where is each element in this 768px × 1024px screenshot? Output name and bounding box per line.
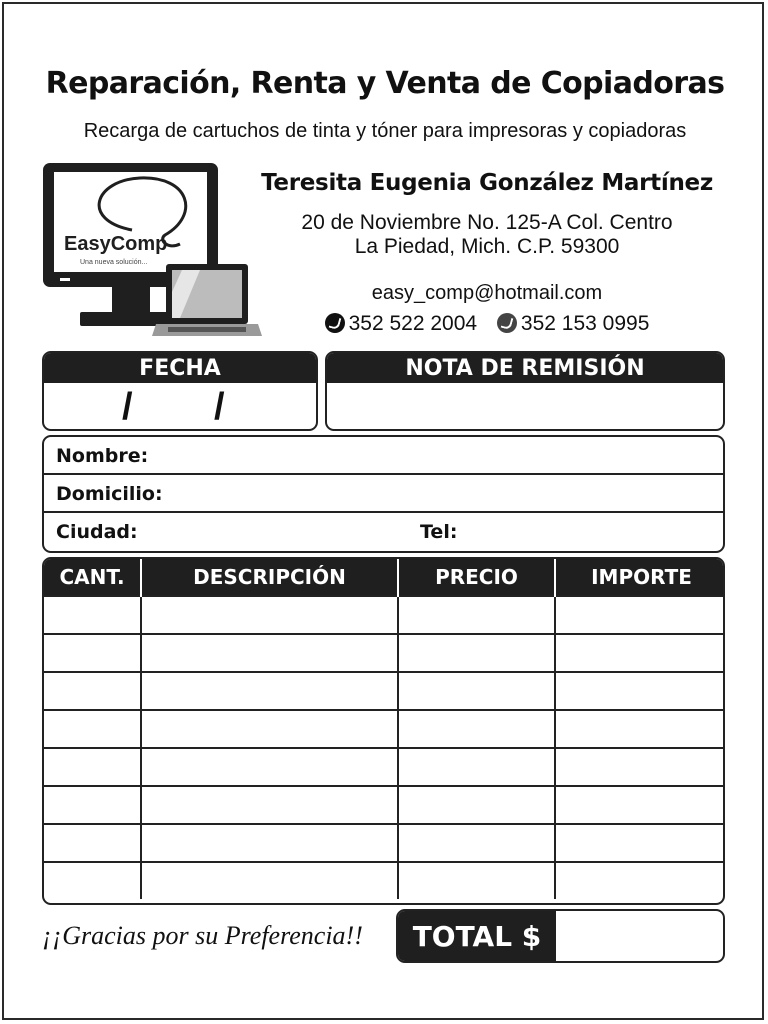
client-info-box — [42, 435, 725, 553]
description-cell[interactable] — [141, 596, 398, 634]
qty-cell[interactable] — [44, 672, 141, 710]
col-amount-header: IMPORTE — [555, 559, 725, 596]
qty-cell[interactable] — [44, 786, 141, 824]
address-line1: 20 de Noviembre No. 125-A Col. Centro — [301, 211, 673, 234]
phone-icon — [325, 313, 345, 333]
email: easy_comp@hotmail.com — [371, 282, 603, 304]
city-row[interactable] — [44, 513, 723, 551]
description-cell[interactable] — [141, 710, 398, 748]
description-cell[interactable] — [141, 634, 398, 672]
whatsapp-number: 352 153 0995 — [520, 312, 650, 335]
computer-monitor-laptop-icon — [40, 160, 265, 340]
amount-cell[interactable] — [555, 710, 725, 748]
price-cell[interactable] — [398, 786, 555, 824]
amount-cell[interactable] — [555, 596, 725, 634]
phones — [246, 312, 728, 336]
price-cell[interactable] — [398, 748, 555, 786]
date-box[interactable] — [42, 351, 318, 431]
qty-cell[interactable] — [44, 596, 141, 634]
logo-brand: EasyComp — [64, 233, 168, 255]
table-row — [44, 786, 725, 824]
items-table-box — [42, 557, 725, 905]
description-cell[interactable] — [141, 786, 398, 824]
thanks-message: ¡¡Gracias por su Preferencia!! — [42, 921, 363, 950]
amount-cell[interactable] — [555, 748, 725, 786]
page-subtitle: Recarga de cartuchos de tinta y tóner para impresoras y copiadoras — [83, 120, 687, 142]
col-price-header: PRECIO — [398, 559, 555, 596]
name-row[interactable] — [44, 437, 723, 475]
remission-note-box[interactable] — [325, 351, 725, 431]
table-row — [44, 710, 725, 748]
price-cell[interactable] — [398, 596, 555, 634]
amount-cell[interactable] — [555, 672, 725, 710]
city-label: Ciudad: — [56, 521, 138, 543]
table-row — [44, 634, 725, 672]
page-title: Reparación, Renta y Venta de Copiadoras — [45, 66, 725, 101]
date-slash: / — [214, 386, 225, 428]
owner-name: Teresita Eugenia González Martínez — [261, 170, 713, 196]
logo-tagline: Una nueva solución... — [80, 259, 148, 266]
amount-cell[interactable] — [555, 862, 725, 899]
total-label: TOTAL $ — [398, 911, 556, 961]
description-cell[interactable] — [141, 824, 398, 862]
col-qty-header: CANT. — [44, 559, 141, 596]
name-label: Nombre: — [56, 445, 149, 467]
qty-cell[interactable] — [44, 862, 141, 899]
date-slash: / — [122, 386, 133, 428]
amount-cell[interactable] — [555, 786, 725, 824]
table-row — [44, 748, 725, 786]
remission-note-label: NOTA DE REMISIÓN — [327, 353, 723, 383]
description-cell[interactable] — [141, 862, 398, 899]
qty-cell[interactable] — [44, 710, 141, 748]
phone-number: 352 522 2004 — [348, 312, 478, 335]
address-line2: La Piedad, Mich. C.P. 59300 — [354, 235, 620, 258]
price-cell[interactable] — [398, 634, 555, 672]
description-cell[interactable] — [141, 672, 398, 710]
col-description-header: DESCRIPCIÓN — [141, 559, 398, 596]
qty-cell[interactable] — [44, 634, 141, 672]
table-row — [44, 862, 725, 899]
description-cell[interactable] — [141, 748, 398, 786]
address-row[interactable] — [44, 475, 723, 513]
total-box[interactable] — [396, 909, 725, 963]
address-label: Domicilio: — [56, 483, 163, 505]
qty-cell[interactable] — [44, 824, 141, 862]
amount-cell[interactable] — [555, 824, 725, 862]
table-row — [44, 824, 725, 862]
price-cell[interactable] — [398, 824, 555, 862]
table-row — [44, 596, 725, 634]
date-label: FECHA — [44, 353, 316, 383]
price-cell[interactable] — [398, 710, 555, 748]
whatsapp-icon — [497, 313, 517, 333]
price-cell[interactable] — [398, 862, 555, 899]
price-cell[interactable] — [398, 672, 555, 710]
tel-label: Tel: — [420, 521, 458, 543]
table-row — [44, 672, 725, 710]
qty-cell[interactable] — [44, 748, 141, 786]
amount-cell[interactable] — [555, 634, 725, 672]
items-table — [44, 559, 725, 899]
table-header-row — [44, 559, 725, 596]
